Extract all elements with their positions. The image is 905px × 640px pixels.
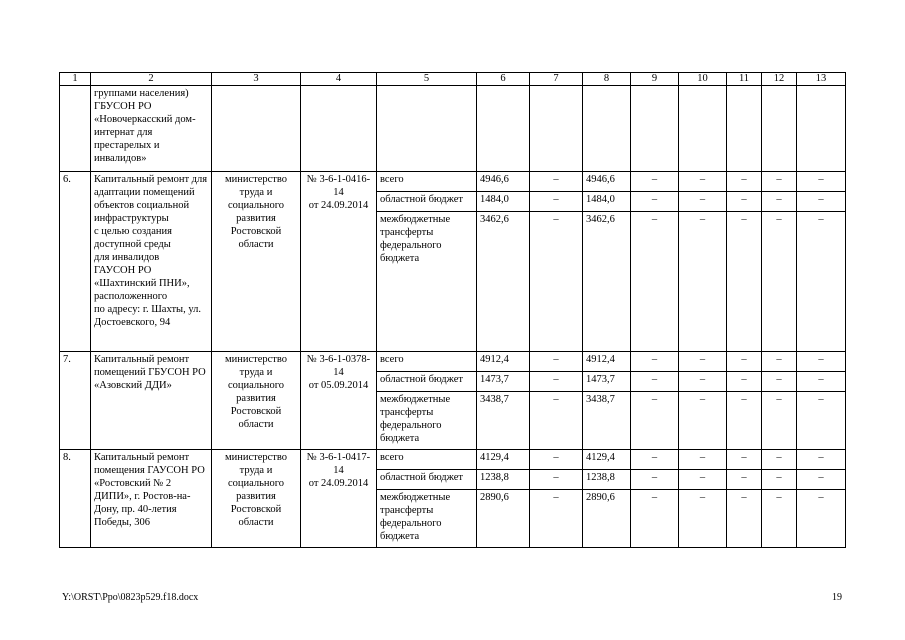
value-cell: – xyxy=(631,490,679,548)
column-number: 1 xyxy=(60,73,91,86)
value-cell: 4946,6 xyxy=(583,172,631,192)
funding-source: межбюджетные трансферты федерального бюджета xyxy=(377,392,477,450)
table-row xyxy=(60,172,846,192)
value-cell: 2890,6 xyxy=(583,490,631,548)
value-cell: – xyxy=(679,392,727,450)
value-cell: 2890,6 xyxy=(477,490,530,548)
value-cell: 1484,0 xyxy=(477,192,530,212)
value-cell: – xyxy=(631,470,679,490)
value-cell: – xyxy=(762,352,797,372)
value-cell: – xyxy=(530,352,583,372)
value-cell: 3438,7 xyxy=(583,392,631,450)
document-number: № 3-6-1-0417-14 от 24.09.2014 xyxy=(301,450,377,548)
funding-source: межбюджетные трансферты федерального бюджета xyxy=(377,212,477,352)
value-cell: – xyxy=(631,372,679,392)
value-cell: – xyxy=(762,490,797,548)
value-cell: – xyxy=(727,172,762,192)
column-number: 3 xyxy=(212,73,301,86)
value-cell: – xyxy=(797,372,846,392)
value-cell: – xyxy=(530,372,583,392)
value-cell: – xyxy=(797,212,846,352)
value-cell: – xyxy=(631,392,679,450)
value-cell: – xyxy=(727,352,762,372)
value-cell: – xyxy=(679,192,727,212)
value-cell: – xyxy=(727,212,762,352)
value-cell: 4912,4 xyxy=(583,352,631,372)
value-cell: – xyxy=(530,172,583,192)
document-number: № 3-6-1-0378-14 от 05.09.2014 xyxy=(301,352,377,450)
row-number: 7. xyxy=(60,352,91,450)
value-cell: – xyxy=(762,450,797,470)
value-cell: – xyxy=(679,470,727,490)
object-name: Капитальный ремонт помещений ГБУСОН РО «Азовский ДДИ» xyxy=(91,352,212,450)
value-cell: 4912,4 xyxy=(477,352,530,372)
value-cell: 1484,0 xyxy=(583,192,631,212)
column-number: 8 xyxy=(583,73,631,86)
value-cell: – xyxy=(797,490,846,548)
column-number: 11 xyxy=(727,73,762,86)
column-number: 2 xyxy=(91,73,212,86)
responsible-ministry: министерство труда и социального развития Ростовской области xyxy=(212,172,301,352)
value-cell: 4946,6 xyxy=(477,172,530,192)
column-number: 4 xyxy=(301,73,377,86)
value-cell: – xyxy=(762,372,797,392)
value-cell: – xyxy=(762,172,797,192)
document-number: № 3-6-1-0416-14 от 24.09.2014 xyxy=(301,172,377,352)
value-cell: – xyxy=(631,352,679,372)
value-cell: – xyxy=(679,172,727,192)
row-number: 6. xyxy=(60,172,91,352)
column-number: 13 xyxy=(797,73,846,86)
value-cell: – xyxy=(530,192,583,212)
value-cell: – xyxy=(530,490,583,548)
value-cell: 1473,7 xyxy=(583,372,631,392)
funding-source: областной бюджет xyxy=(377,372,477,392)
value-cell: – xyxy=(679,372,727,392)
value-cell: – xyxy=(797,450,846,470)
funding-source: всего xyxy=(377,450,477,470)
column-number: 5 xyxy=(377,73,477,86)
funding-source: областной бюджет xyxy=(377,192,477,212)
value-cell: 1238,8 xyxy=(583,470,631,490)
footer-file-path: Y:\ORST\Ppo\0823p529.f18.docx xyxy=(62,592,199,603)
row-number: 8. xyxy=(60,450,91,548)
value-cell: – xyxy=(530,450,583,470)
value-cell: – xyxy=(727,470,762,490)
value-cell: – xyxy=(762,470,797,490)
funding-source: всего xyxy=(377,352,477,372)
value-cell: – xyxy=(762,192,797,212)
column-number: 10 xyxy=(679,73,727,86)
value-cell: – xyxy=(727,490,762,548)
value-cell: – xyxy=(762,392,797,450)
table-row xyxy=(60,450,846,470)
value-cell: – xyxy=(530,470,583,490)
object-name: группами населения) ГБУСОН РО «Новочеркасский дом-интернат для престарелых и инвалидов» xyxy=(91,86,212,172)
value-cell: – xyxy=(679,352,727,372)
value-cell: – xyxy=(631,192,679,212)
value-cell: 3438,7 xyxy=(477,392,530,450)
value-cell: 4129,4 xyxy=(583,450,631,470)
value-cell: – xyxy=(631,212,679,352)
responsible-ministry: министерство труда и социального развития Ростовской области xyxy=(212,352,301,450)
object-name: Капитальный ремонт помещения ГАУСОН РО «Ростовский № 2 ДИПИ», г. Ростов-на-Дону, пр. 40-летия Победы, 306 xyxy=(91,450,212,548)
column-number: 12 xyxy=(762,73,797,86)
column-number: 7 xyxy=(530,73,583,86)
continuation-row xyxy=(60,86,846,172)
column-number: 6 xyxy=(477,73,530,86)
budget-table xyxy=(59,72,846,548)
value-cell: – xyxy=(727,372,762,392)
funding-source: межбюджетные трансферты федерального бюджета xyxy=(377,490,477,548)
value-cell: – xyxy=(762,212,797,352)
value-cell: 3462,6 xyxy=(477,212,530,352)
column-number: 9 xyxy=(631,73,679,86)
responsible-ministry: министерство труда и социального развития Ростовской области xyxy=(212,450,301,548)
value-cell: 4129,4 xyxy=(477,450,530,470)
page-number: 19 xyxy=(832,592,842,603)
value-cell: – xyxy=(679,450,727,470)
object-name: Капитальный ремонт для адаптации помещений объектов социальной инфраструктуры с целью создания доступной среды для инвалидов ГАУСОН РО «Шахтинский ПНИ», расположенного по адресу: г. Шахты, ул. Достоевского, 94 xyxy=(91,172,212,352)
value-cell: 3462,6 xyxy=(583,212,631,352)
value-cell: – xyxy=(727,192,762,212)
value-cell: – xyxy=(679,490,727,548)
value-cell: – xyxy=(727,392,762,450)
value-cell: – xyxy=(679,212,727,352)
table-row xyxy=(60,352,846,372)
value-cell: – xyxy=(530,212,583,352)
funding-source: всего xyxy=(377,172,477,192)
value-cell: 1238,8 xyxy=(477,470,530,490)
value-cell: – xyxy=(797,192,846,212)
value-cell: – xyxy=(631,172,679,192)
value-cell: – xyxy=(727,450,762,470)
funding-source: областной бюджет xyxy=(377,470,477,490)
column-numbers-row xyxy=(60,73,846,86)
value-cell: – xyxy=(797,352,846,372)
value-cell: – xyxy=(797,392,846,450)
value-cell: – xyxy=(797,172,846,192)
value-cell: 1473,7 xyxy=(477,372,530,392)
value-cell: – xyxy=(631,450,679,470)
value-cell: – xyxy=(530,392,583,450)
value-cell: – xyxy=(797,470,846,490)
